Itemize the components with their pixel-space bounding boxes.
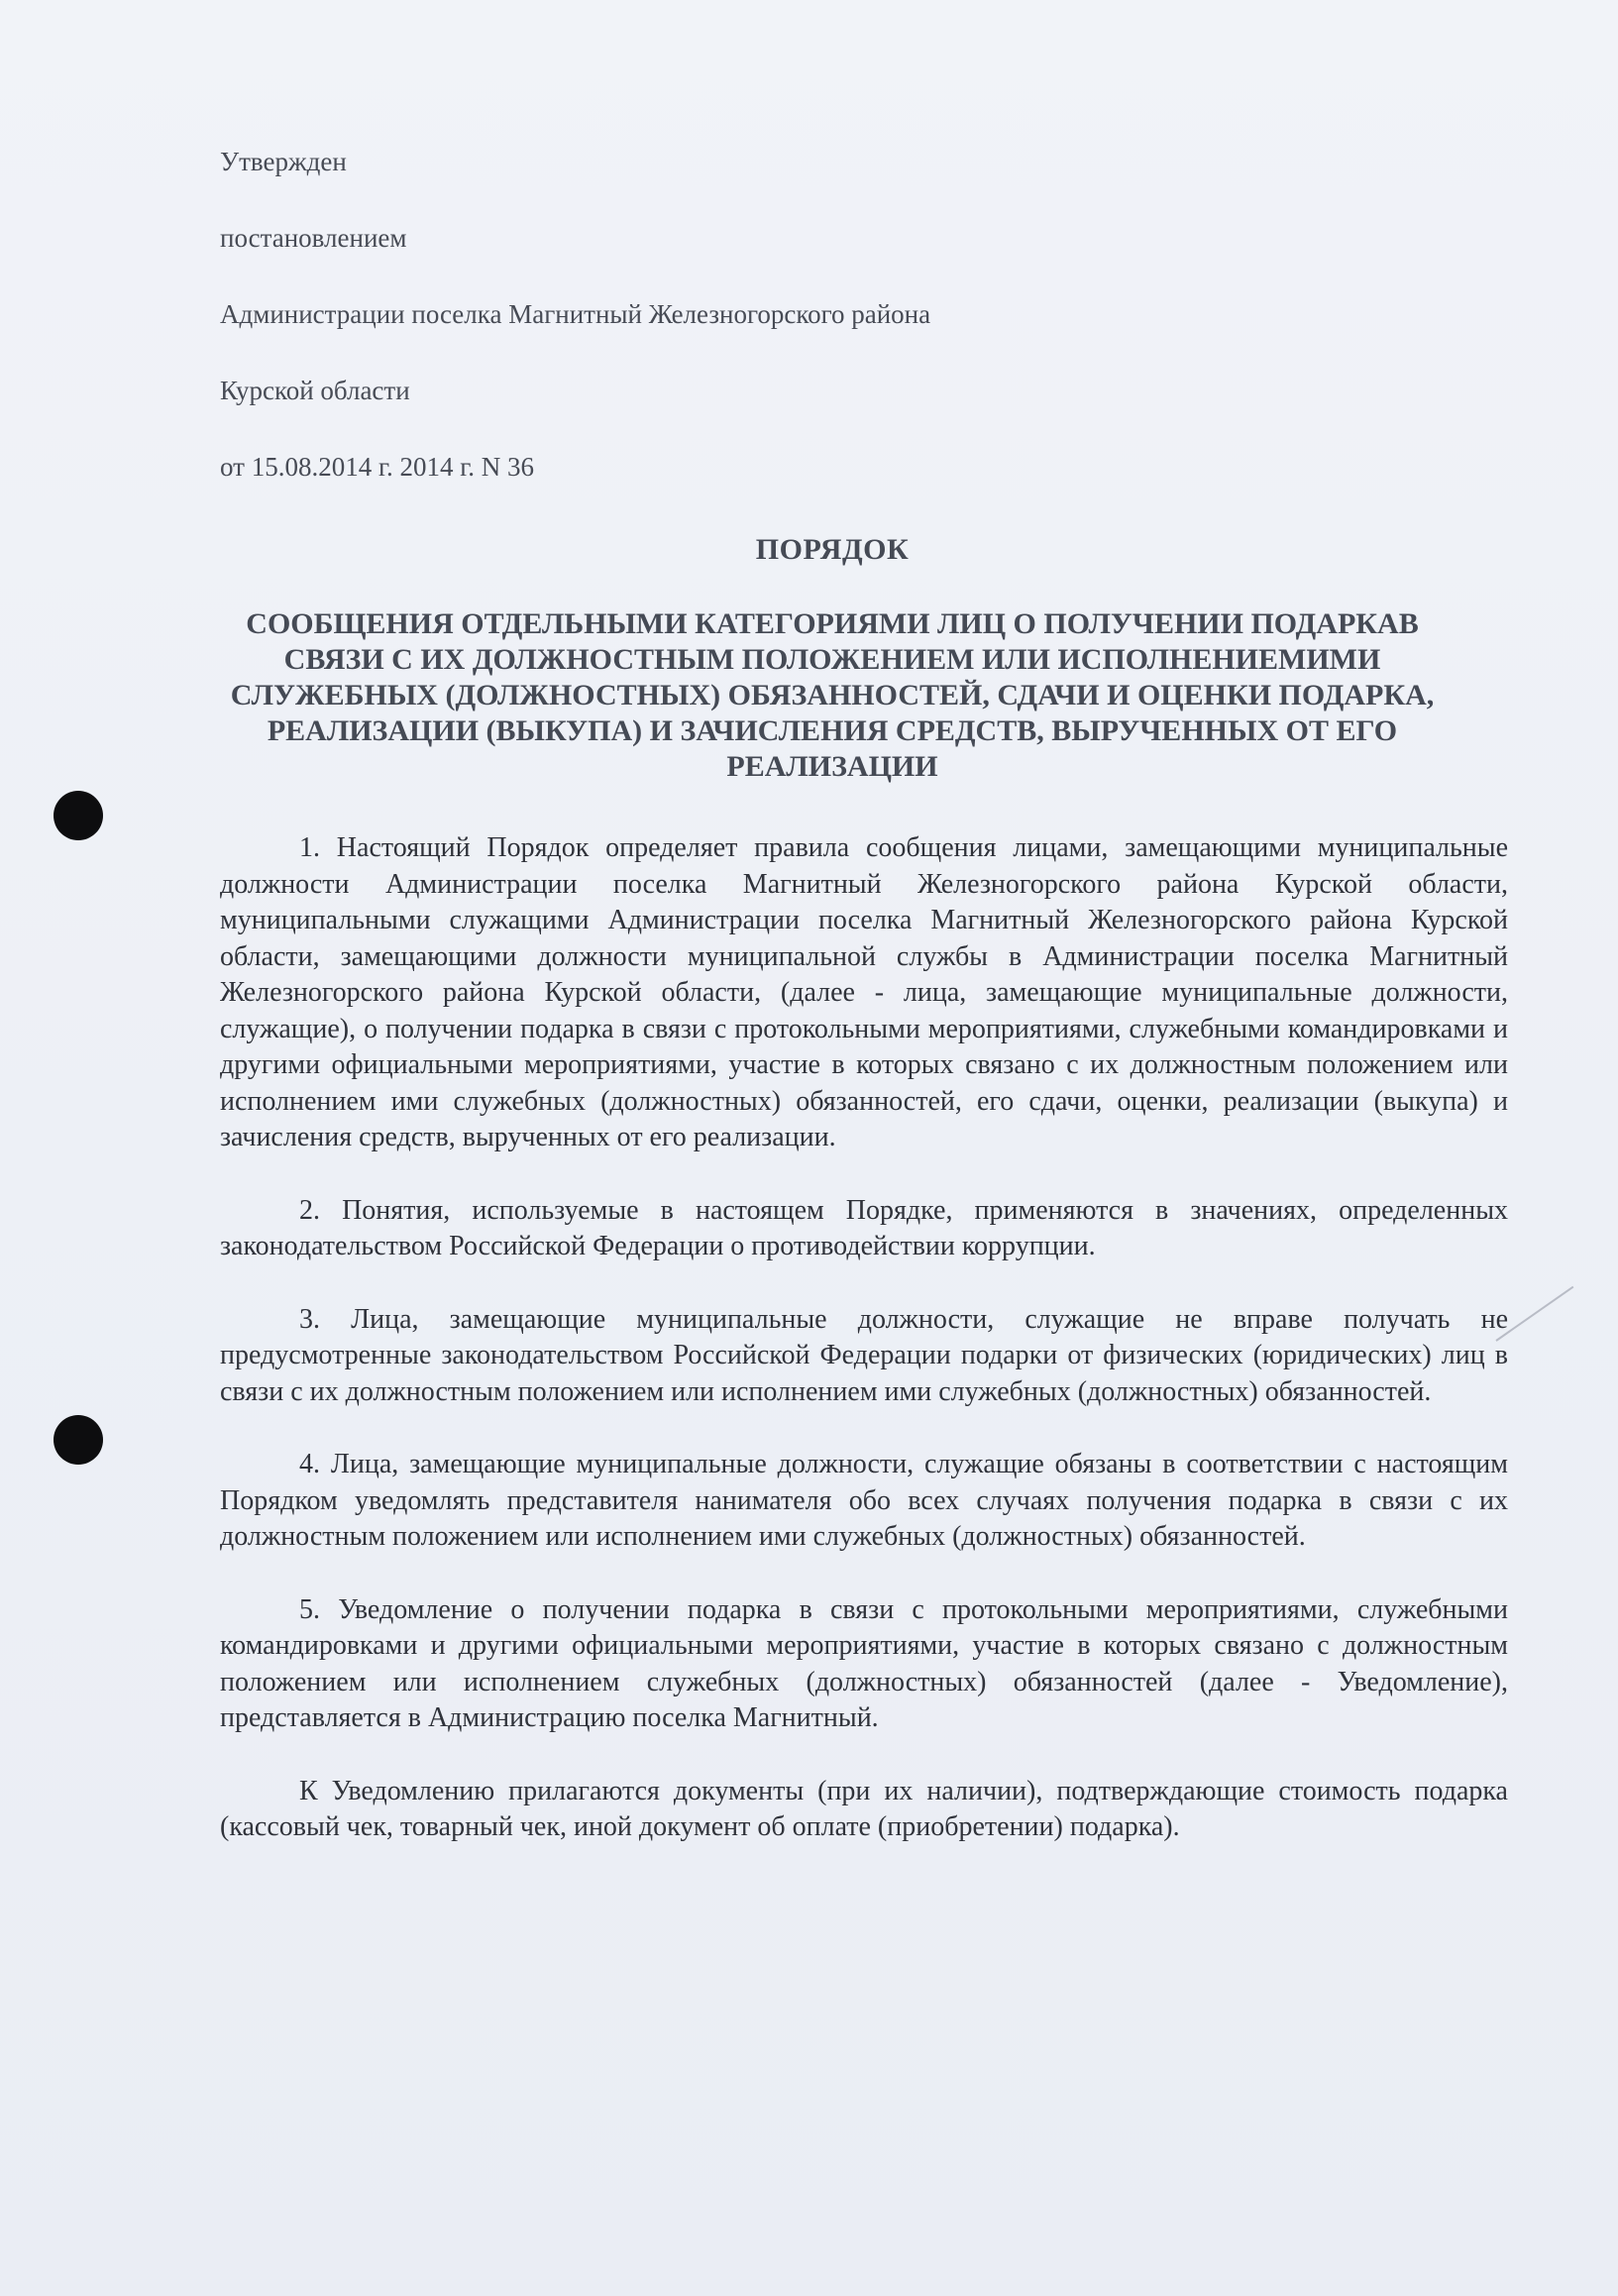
document-body — [220, 830, 1508, 1883]
paragraph-2: 2. Понятия, используемые в настоящем Порядке, применяются в значениях, определенных законодательством Российской Федерации о противодействии коррупции. — [220, 1194, 1508, 1261]
document-subtitle-text: СООБЩЕНИЯ ОТДЕЛЬНЫМИ КАТЕГОРИЯМИ ЛИЦ О ПОЛУЧЕНИИ ПОДАРКАВ СВЯЗИ С ИХ ДОЛЖНОСТНЫМ ПОЛОЖЕНИЕМ ИЛИ ИСПОЛНЕНИЕМИМИ СЛУЖЕБНЫХ (ДОЛЖНОСТНЫХ) ОБЯЗАННОСТЕЙ, СДАЧИ И ОЦЕНКИ ПОДАРКА, РЕАЛИЗАЦИИ (ВЫКУПА) И ЗАЧИСЛЕНИЯ СРЕДСТВ, ВЫРУЧЕННЫХ ОТ ЕГО РЕАЛИЗАЦИИ — [230, 607, 1435, 783]
paragraph-1: 1. Настоящий Порядок определяет правила сообщения лицами, замещающими муниципальные должности Администрации поселка Магнитный Железногорского района Курской области, муниципальными служащими Администрации поселка Магнитный Железногорского района Курской области, замещающими должности муниципальной службы в Администрации поселка Магнитный Железногорского района Курской области, (далее - лица, замещающие муниципальные должности, служащие), о получении подарка в связи с протокольными мероприятиями, служебными командировками и другими официальными мероприятиями, участие в которых связано с их должностным положением или исполнением ими служебных (должностных) обязанностей, его сдачи, оценки, реализации (выкупа) и зачисления средств, вырученных от его реализации. — [220, 832, 1508, 1152]
approval-line-region: Курской области — [220, 376, 410, 405]
approval-line-approved: Утвержден — [220, 147, 347, 176]
approval-line-resolution: постановлением — [220, 223, 407, 253]
paragraph-4: 4. Лица, замещающие муниципальные должности, служащие обязаны в соответствии с настоящим Порядком уведомлять представителя нанимателя обо всех случаях получения подарка в связи с их должностным положением или исполнением ими служебных (должностных) обязанностей. — [220, 1449, 1508, 1552]
paragraph-6: К Уведомлению прилагаются документы (при их наличии), подтверждающие стоимость подарка (кассовый чек, товарный чек, иной документ об оплате (приобретении) подарка). — [220, 1775, 1508, 1842]
paragraph-5: 5. Уведомление о получении подарка в связи с протокольными мероприятиями, служебными командировками и другими официальными мероприятиями, участие в которых связано с должностным положением или исполнением служебных (должностных) обязанностей (далее - Уведомление), представляется в Администрацию поселка Магнитный. — [220, 1593, 1508, 1733]
document-subtitle — [228, 606, 1437, 785]
paragraph-3: 3. Лица, замещающие муниципальные должности, служащие не вправе получать не предусмотренные законодательством Российской Федерации подарки от физических (юридических) лиц в связи с их должностным положением или исполнением ими служебных (должностных) обязанностей. — [220, 1303, 1508, 1407]
punch-hole-top — [54, 791, 103, 840]
document-title: ПОРЯДОК — [755, 533, 910, 566]
approval-line-administration: Администрации поселка Магнитный Железногорского района — [220, 299, 931, 329]
approval-block — [220, 149, 930, 530]
approval-line-date-number: от 15.08.2014 г. 2014 г. N 36 — [220, 452, 534, 482]
punch-hole-bottom — [54, 1415, 103, 1465]
